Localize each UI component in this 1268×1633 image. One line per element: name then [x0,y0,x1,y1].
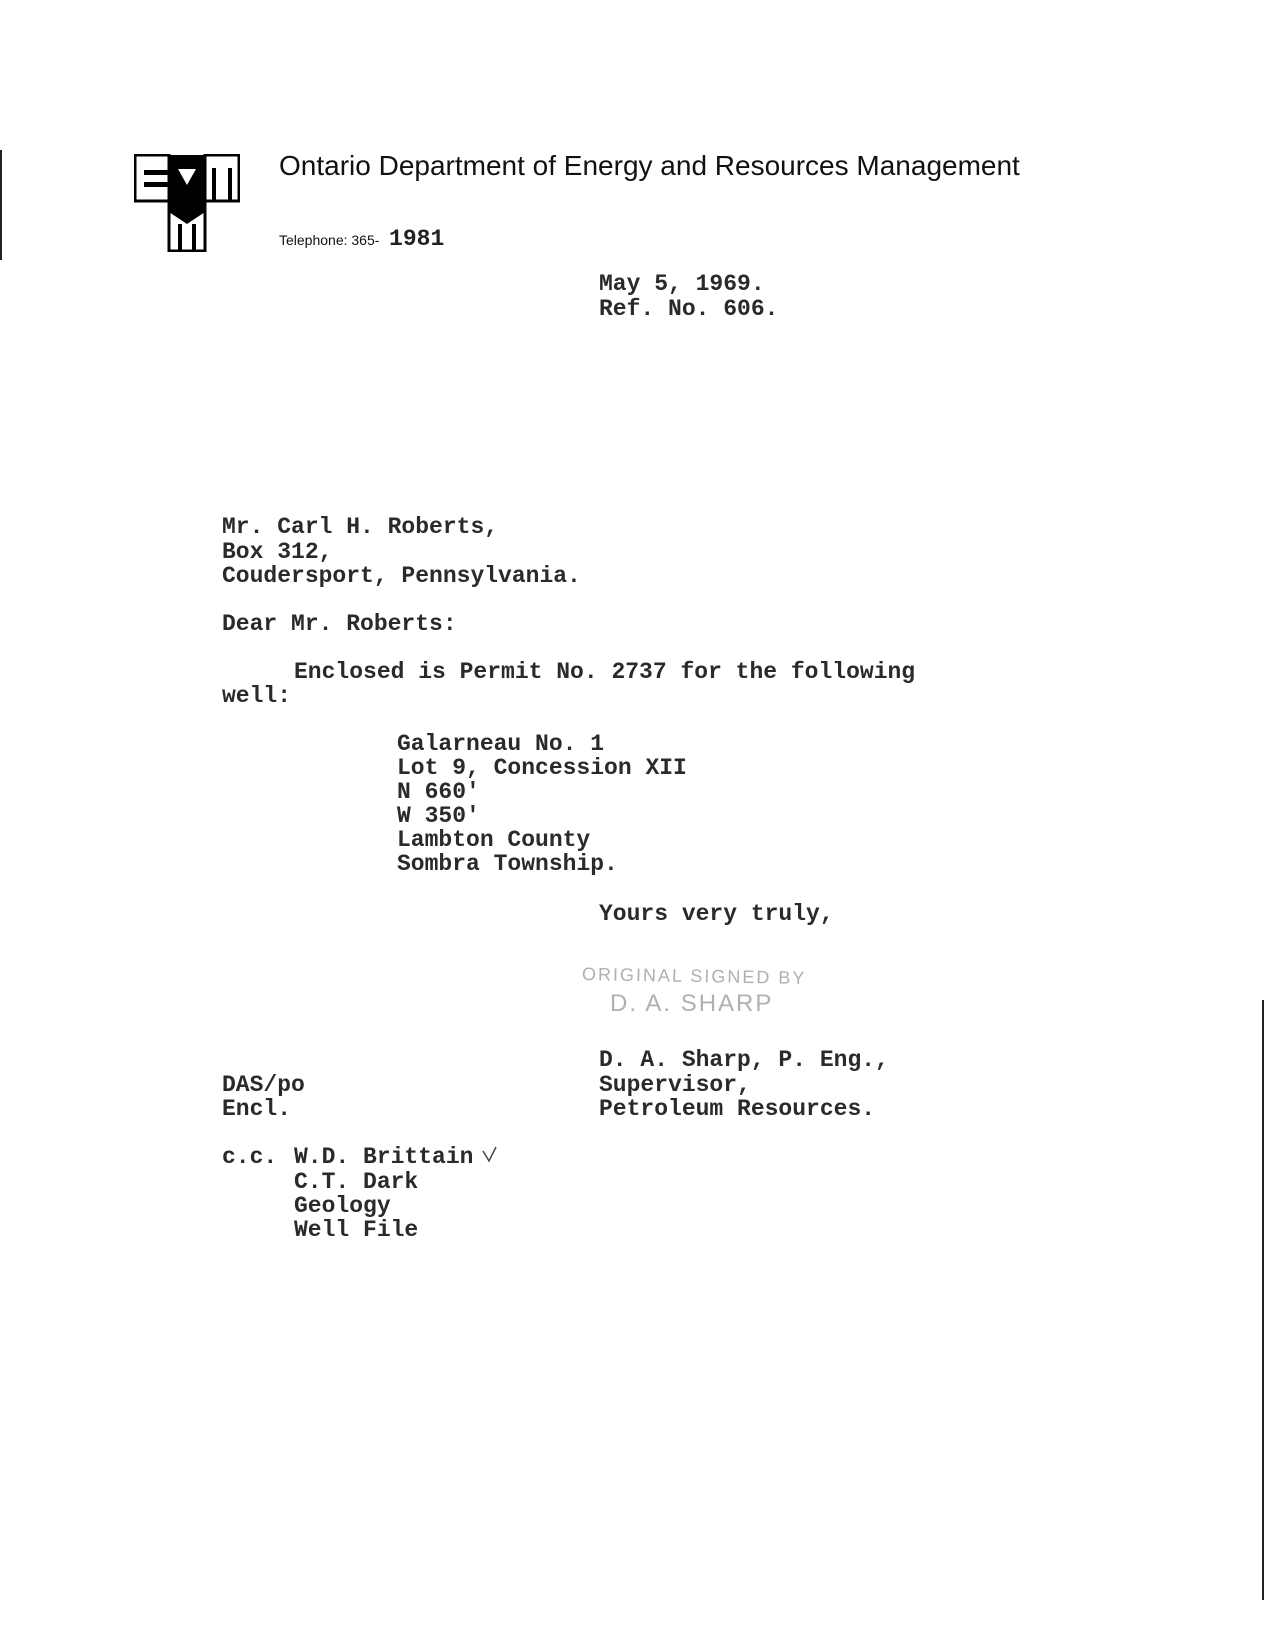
signatory-division: Petroleum Resources. [599,1096,876,1122]
well-township: Sombra Township. [397,851,618,877]
signature-stamp-line-2: D. A. SHARP [610,990,774,1017]
well-north: N 660' [397,779,480,805]
cc-label: c.c. [222,1144,278,1170]
scan-edge-left [0,150,2,260]
signatory-title: Supervisor, [599,1072,751,1098]
check-mark-icon [482,1145,498,1165]
letter-date: May 5, 1969. [599,271,765,297]
telephone [279,226,444,252]
scan-edge-right [1262,1000,1264,1600]
reference-number: Ref. No. 606. [599,296,779,322]
well-name: Galarneau No. 1 [397,731,605,757]
department-name: Ontario Department of Energy and Resources Management [279,150,1020,181]
signatory-name: D. A. Sharp, P. Eng., [599,1047,889,1073]
well-lot: Lot 9, Concession XII [397,755,687,781]
cc-recipient: Well File [294,1217,419,1243]
enclosure-note: Encl. [222,1096,292,1122]
signature-stamp-line-1: ORIGINAL SIGNED BY [581,964,807,988]
recipient-box: Box 312, [222,539,333,565]
cc-recipient: W.D. Brittain [294,1144,474,1170]
cc-recipient: C.T. Dark [294,1169,419,1195]
cc-recipient: Geology [294,1193,391,1219]
recipient-name: Mr. Carl H. Roberts, [222,514,499,540]
telephone-label: Telephone: 365- [279,232,380,248]
closing: Yours very truly, [599,901,834,927]
erm-logo [134,154,240,252]
body-line-1: Enclosed is Permit No. 2737 for the following [294,659,916,685]
well-west: W 350' [397,803,480,829]
body-line-2: well: [222,683,292,709]
well-county: Lambton County [397,827,591,853]
telephone-number: 1981 [389,226,445,252]
recipient-city: Coudersport, Pennsylvania. [222,563,581,589]
salutation: Dear Mr. Roberts: [222,611,457,637]
typist-initials: DAS/po [222,1072,305,1098]
